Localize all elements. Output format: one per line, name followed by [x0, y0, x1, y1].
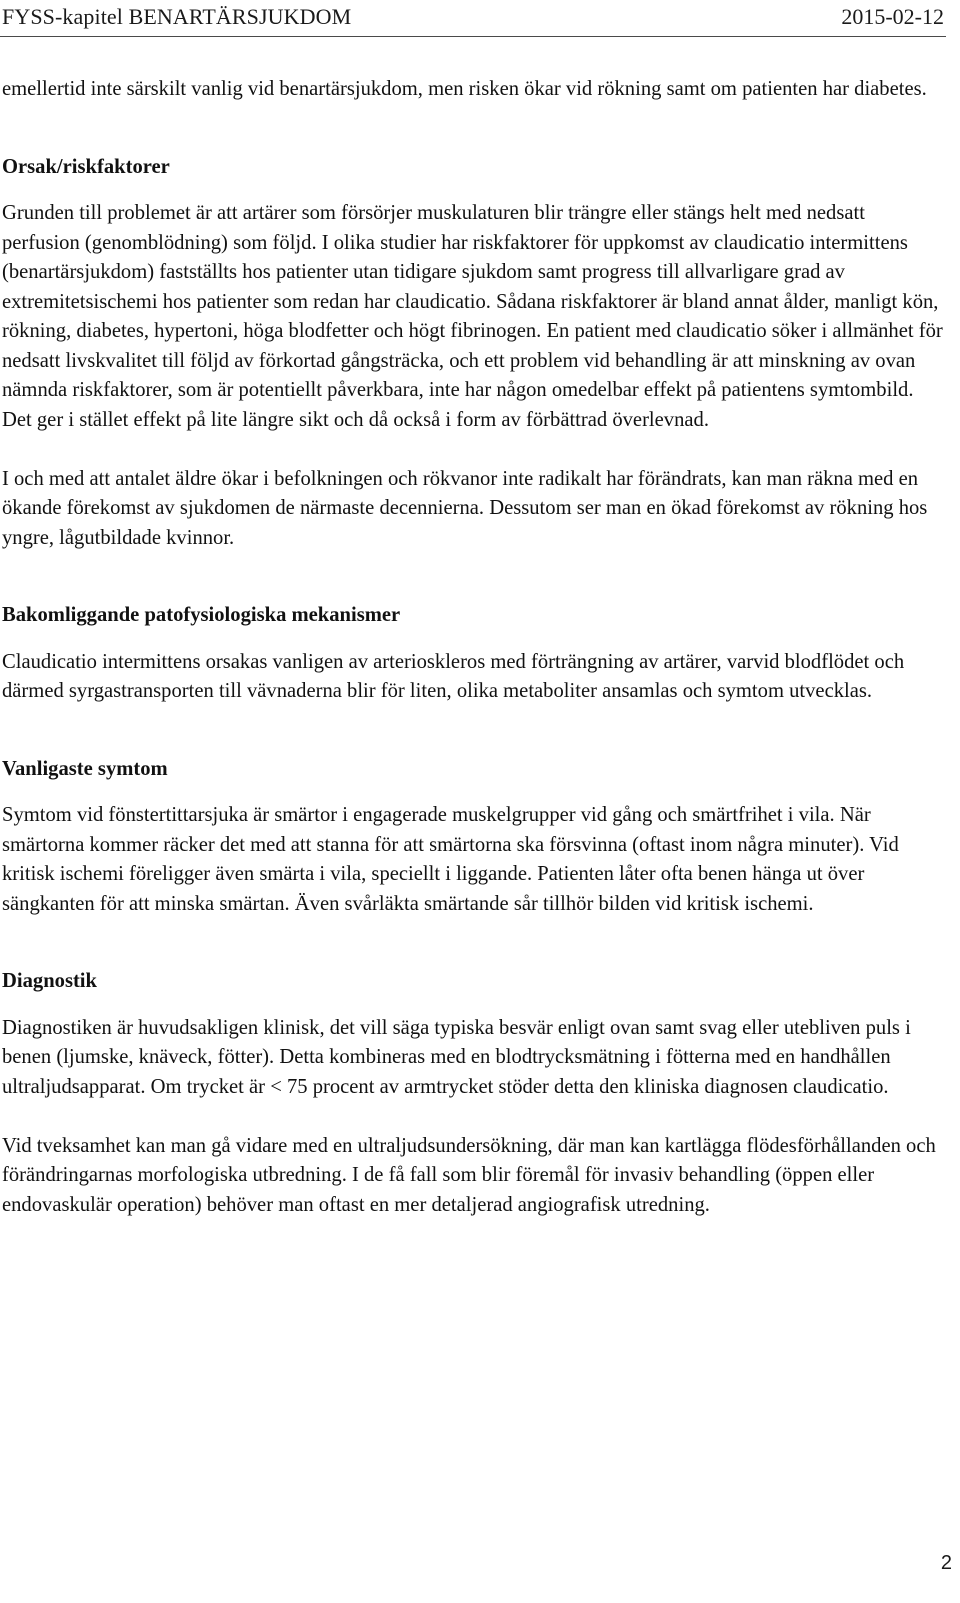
- section-heading-orsak: Orsak/riskfaktorer: [2, 155, 170, 178]
- document-date: 2015-02-12: [841, 4, 944, 29]
- page-header: [0, 2, 946, 37]
- paragraph-diagnostik-2: Vid tveksamhet kan man gå vidare med en ultraljudsundersökning, där man kan kartlägga flödesförhållanden och förändringarnas morfologiska utbredning. I de få fall som blir föremål för invasiv behandling (öppen eller endovaskulär operation) behöver man oftast en mer detaljerad angiografisk utredning.: [2, 1134, 936, 1216]
- document-body: [2, 75, 944, 1220]
- paragraph-patofysiologi: Claudicatio intermittens orsakas vanligen av arterioskleros med förträngning av artärer, varvid blodflödet och därmed syrgastransporten till vävnaderna blir för liten, olika metaboliter ansamlas och symtom utvecklas.: [2, 650, 905, 702]
- section-heading-diagnostik: Diagnostik: [2, 970, 97, 992]
- document-title: FYSS-kapitel BENARTÄRSJUKDOM: [2, 4, 352, 29]
- paragraph-diagnostik-1: Diagnostiken är huvudsakligen klinisk, det vill säga typiska besvär enligt ovan samt svag eller utebliven puls i benen (ljumske, knäveck, fötter). Detta kombineras med en blodtrycksmätning i fötterna med en handhållen ultraljudsapparat. Om trycket är < 75 procent av armtrycket stöder detta den kliniska diagnosen claudicatio.: [2, 1016, 911, 1098]
- paragraph-symtom: Symtom vid fönstertittarsjuka är smärtor i engagerade muskelgrupper vid gång och smärtfrihet i vila. När smärtorna kommer räcker det med att stanna för att smärtorna ska försvinna (oftast inom några minuter). Vid kritisk ischemi föreligger även smärta i vila, speciellt i liggande. Patienten låter ofta benen hänga ut över sängkanten för att minska smärtan. Även svårläkta smärtande sår tillhör bilden vid kritisk ischemi.: [2, 804, 899, 915]
- section-heading-patofysiologi: Bakomliggande patofysiologiska mekanismer: [2, 604, 401, 626]
- paragraph-orsak-2: I och med att antalet äldre ökar i befolkningen och rökvanor inte radikalt har förändrats, kan man räkna med en ökande förekomst av sjukdomen de närmaste decennierna. Dessutom ser man en ökad förekomst av rökning hos yngre, lågutbildade kvinnor.: [2, 467, 928, 549]
- paragraph-orsak-1: Grunden till problemet är att artärer som försörjer muskulaturen blir trängre eller stängs helt med nedsatt perfusion (genomblödning) som följd. I olika studier har riskfaktorer för uppkomst av claudicatio intermittens (benartärsjukdom) fastställts hos patienter utan tidigare sjukdom samt progress till allvarligare grad av extremitetsischemi hos patienter som redan har claudicatio. Sådana riskfaktorer är bland annat ålder, manligt kön, rökning, diabetes, hypertoni, höga blodfetter och högt fibrinogen. En patient med claudicatio söker i allmänhet för nedsatt livskvalitet till följd av förkortad gångsträcka, och ett problem vid behandling är att minskning av ovan nämnda riskfaktorer, som är potentiellt påverkbara, inte har någon omedelbar effekt på patientens symtombild. Det ger i stället effekt på lite längre sikt och då också i form av förbättrad överlevnad.: [2, 202, 943, 431]
- intro-paragraph: emellertid inte särskilt vanlig vid benartärsjukdom, men risken ökar vid rökning samt om patienten har diabetes.: [2, 78, 927, 100]
- page-number: 2: [940, 1552, 952, 1574]
- section-heading-symtom: Vanligaste symtom: [2, 757, 168, 780]
